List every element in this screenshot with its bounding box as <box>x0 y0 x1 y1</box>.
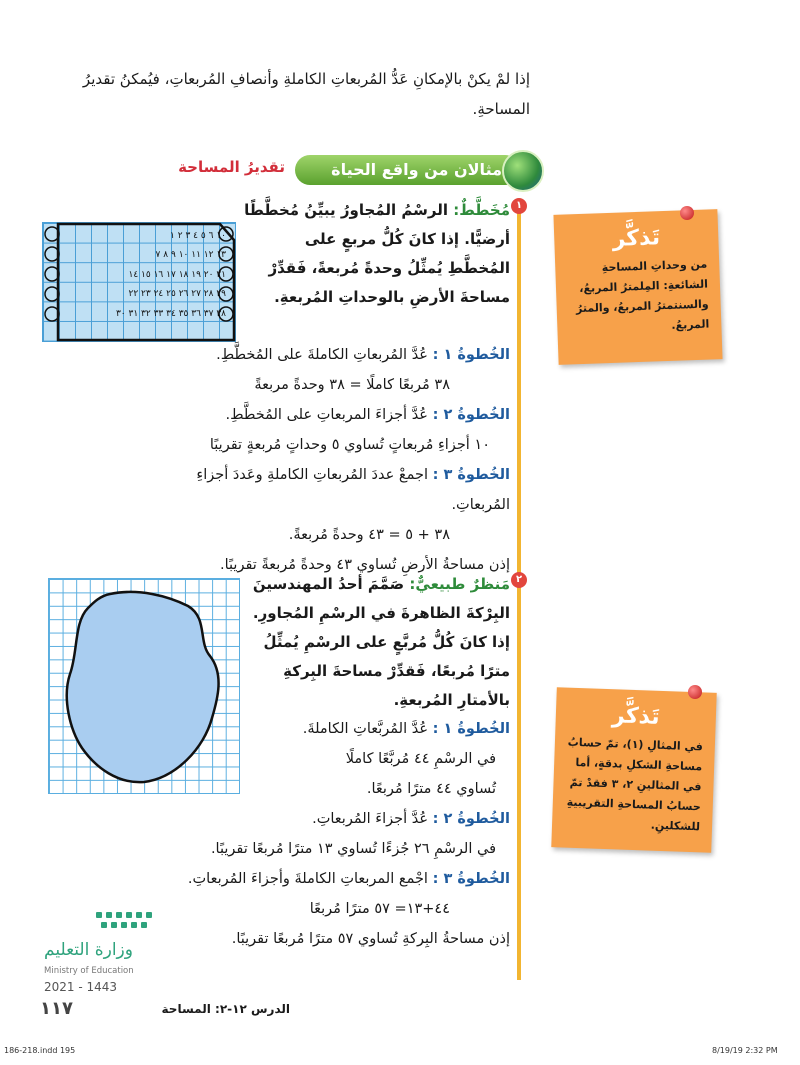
grid-row-1: ١٠ ٦ ٥ ٤ ٣ ٢ ١ <box>170 231 226 241</box>
ministry-name-arabic: وزارة التعليم <box>44 940 133 960</box>
example-1-steps <box>170 340 510 580</box>
step-label: الخُطوةُ ١ : <box>432 347 510 363</box>
step-result: في الرسْمِ ٤٤ مُربَّعًا كاملًا <box>345 751 496 767</box>
step-result: ٤٤+١٣= ٥٧ مترًا مُربعًا <box>309 901 450 917</box>
example-2-text: صَمَّمَ أحدُ المهندسينَ البِرْكةَ الظاهرةَ في الرسْمِ المُجاورِ. إذا كانَ كُلُّ مُربَّعٍ على الرسْمِ يُمثِّلُ مترًا مُربعًا، فَقدِّرْ مساحةَ البِركةِ بالأمتارِ المُربعةِ. <box>252 575 510 709</box>
step-label: الخُطوةُ ٣ : <box>432 467 510 483</box>
step-label: الخُطوةُ ١ : <box>432 721 510 737</box>
step-result: ٣٨ + ٥ = ٤٣ وحدةً مُربعةً. <box>288 527 450 543</box>
note-body: من وحداتِ المساحةِ الشائعةِ: المِلمترُ المربعُ، والسنتمترُ المربعُ، والمترُ المربعُ. <box>575 257 710 332</box>
grid-row-4: ٢٩ ٢٨ ٢٧ ٢٦ ٢٥ ٢٤ ٢٣ ٢٢ <box>128 289 226 299</box>
intro-text: إذا لمْ يكنْ بالإمكانِ عَدُّ المُربعاتِ الكاملةِ وأنصافِ المُربعاتِ، فيُمكنُ تقديرُ المساحةِ. <box>82 70 530 118</box>
grid-row-2: ١٣ ١٢ ١١ ١٠ ٩ ٨ ٧ <box>155 250 226 260</box>
ministry-name-english: Ministry of Education <box>44 966 134 976</box>
step-row <box>170 460 510 520</box>
step-row <box>170 714 510 744</box>
print-file-info: 186-218.indd 195 <box>4 1046 76 1055</box>
step-result: ١٠ أجزاءِ مُربعاتٍ تُساوي ٥ وحداتٍ مُربعةٍ تقريبًا <box>209 437 490 453</box>
step-row <box>170 340 510 370</box>
note-title: تَذكَّر <box>611 703 661 730</box>
example-1-statement <box>240 196 510 312</box>
step-text: عُدَّ المُربَّعاتِ الكاملةَ. <box>302 721 428 737</box>
example-divider-line <box>517 200 521 980</box>
print-timestamp: 8/19/19 2:32 PM <box>712 1046 778 1055</box>
reminder-note-1 <box>553 209 722 365</box>
step-text: عُدَّ أجزاءَ المُربعاتِ. <box>312 811 428 827</box>
step-text: اجمعْ عددَ المُربعاتِ الكاملةِ وعَددَ أجزاءِ المُربعاتِ. <box>196 467 510 513</box>
banner-title: مثالان من واقع الحياة <box>331 160 502 179</box>
example-1-badge: ١ <box>511 198 527 214</box>
step-label: الخُطوةُ ٣ : <box>432 871 510 887</box>
example-1-text: الرسْمُ المُجاورُ يبيِّنُ مُخطَّطًا أرضيًّا. إذا كانَ كُلُّ مربعٍ على المُخطَّطِ يُمثِّلُ وحدةً مُربعةً، فَقدِّرْ مساحةَ الأرضِ بالوحداتِ المُربعةِ. <box>244 201 510 306</box>
page-number: ١١٧ <box>40 998 73 1019</box>
example-1-label: مُخَطَّطٌ: <box>453 201 510 219</box>
example-2-statement <box>240 570 510 715</box>
step-label: الخُطوةُ ٢ : <box>432 811 510 827</box>
step-text: عُدَّ المُربعاتِ الكاملةَ على المُخطَّطِ. <box>216 347 428 363</box>
step-row <box>170 864 510 894</box>
step-result: في الرسْمِ ٢٦ جُزءًا تُساوي ١٣ مترًا مُربعًا تقريبًا. <box>210 841 496 857</box>
example-2-conclusion: إذن مساحةُ البِركةِ تُساوي ٥٧ مترًا مُربعًا تقريبًا. <box>231 931 510 947</box>
pushpin-icon <box>688 685 702 699</box>
floor-plan-outline <box>42 222 236 342</box>
example-2-badge: ٢ <box>511 572 527 588</box>
ministry-year: 2021 - 1443 <box>44 980 118 994</box>
globe-icon <box>502 150 544 192</box>
step-text: اجْمع المربعاتِ الكاملةَ وأجزاءَ المُربعاتِ. <box>187 871 428 887</box>
step-text: عُدَّ أجزاءَ المربعاتِ على المُخطَّطِ. <box>225 407 428 423</box>
example-2-steps <box>170 714 510 954</box>
step-row <box>170 400 510 430</box>
section-title: تقديرُ المساحة <box>178 158 285 176</box>
ministry-logo-icon <box>92 908 156 938</box>
example-1-conclusion: إذن مساحةُ الأرضِ تُساوي ٤٣ وحدةً مُربعةً تقريبًا. <box>220 557 510 573</box>
step-row <box>170 804 510 834</box>
step-label: الخُطوةُ ٢ : <box>432 407 510 423</box>
note-body: في المثالِ (١)، تمّ حسابُ مساحةِ الشكلِ بدقةٍ، أما في المثالينِ ٢، ٣ فقدْ تمّ حسابُ المساحةِ التقريبيةِ للشكلينِ. <box>566 735 704 834</box>
step-result: ٣٨ مُربعًا كاملًا = ٣٨ وحدةً مربعةً <box>254 377 450 393</box>
example-2-label: مَنظرٌ طبيعيٌّ: <box>409 575 510 593</box>
note-title: تَذكَّر <box>612 225 661 252</box>
grid-row-5: ٣٨ ٣٧ ٣٦ ٣٥ ٣٤ ٣٣ ٣٢ ٣١ ٣٠ <box>115 309 226 319</box>
step-result: تُساوي ٤٤ مترًا مُربعًا. <box>366 781 496 797</box>
grid-row-3: ٢١ ٢٠ ١٩ ١٨ ١٧ ١٦ ١٥ ١٤ <box>128 270 226 280</box>
reminder-note-2 <box>551 687 716 852</box>
pushpin-icon <box>680 206 694 220</box>
footer-lesson: الدرس ١٢-٢: المساحة <box>161 1002 290 1016</box>
